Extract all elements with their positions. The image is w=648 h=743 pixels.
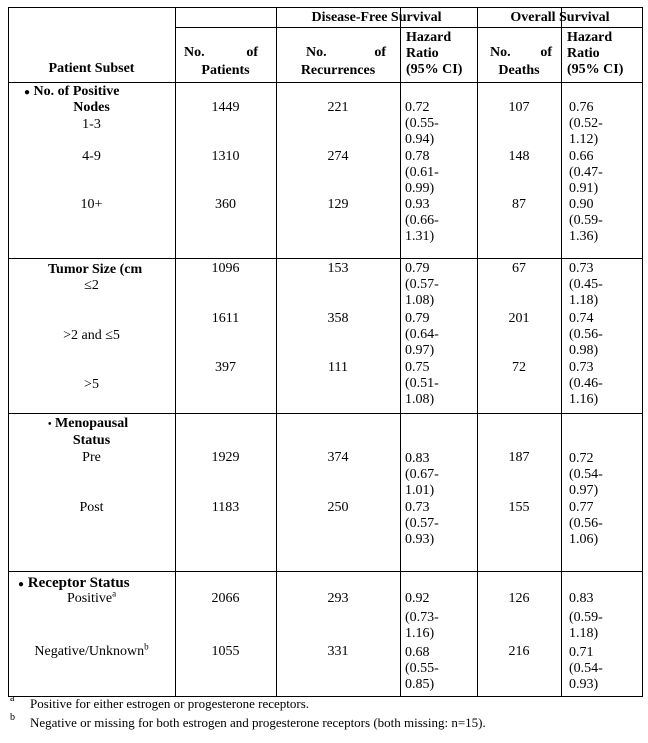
cell-patients: 397 [215,360,236,375]
row-label: ≤2 [84,278,99,293]
footnote-text: Positive for either estrogen or progesterone receptors. [30,696,310,711]
cell-deaths: 187 [508,450,530,465]
footnote-mark: b [10,712,15,723]
row-label: Pre [82,450,101,465]
group-title-receptor: ● Receptor Status [18,575,130,591]
cell-hr-os: 0.74 (0.56- 0.98) [569,311,603,358]
cell-recurrences: 111 [328,360,348,375]
survival-table [8,7,643,697]
cell-hr-dfs: 0.72 (0.55- 0.94) [405,100,439,147]
patient-subset-header: Patient Subset [48,61,135,76]
cell-hr-os: 0.71 (0.54- 0.93) [569,645,603,692]
cell-recurrences: 374 [327,450,349,465]
cell-patients: 1096 [211,261,240,276]
cell-deaths: 107 [508,100,530,115]
cell-hr-os: 0.73 (0.46- 1.16) [569,360,603,407]
no-deaths-header-2: Deaths [498,63,540,78]
row-label: 10+ [80,197,103,212]
cell-recurrences: 293 [327,591,349,606]
hr-os-header: Hazard Ratio (95% CI) [567,30,624,77]
no-patients-header-1: No. of [184,45,258,60]
no-recurrences-header-2: Recurrences [300,63,376,78]
cell-hr-dfs: 0.93 (0.66- 1.31) [405,197,439,244]
cell-hr-os: 0.83 (0.59- 1.18) [569,591,603,641]
os-group-header: Overall Survival [510,10,610,25]
group-title-nodes: ● No. of Positive [24,84,120,99]
row-label: Positive$^a$ [66,588,117,606]
group-title-nodes-2: Nodes [73,100,110,115]
cell-hr-dfs: 0.68 (0.55- 0.85) [405,645,439,692]
cell-deaths: 87 [512,197,526,212]
cell-hr-dfs: 0.78 (0.61- 0.99) [405,149,439,196]
cell-patients: 1449 [211,100,240,115]
cell-hr-os: 0.90 (0.59- 1.36) [569,197,603,244]
row-label: 1-3 [82,117,101,132]
hr-dfs-header: Hazard Ratio (95% CI) [406,30,463,77]
cell-deaths: 126 [508,591,530,606]
cell-patients: 1611 [211,311,240,326]
cell-hr-os: 0.73 (0.45- 1.18) [569,261,603,308]
cell-recurrences: 153 [327,261,349,276]
cell-hr-dfs: 0.92 (0.73- 1.16) [405,591,439,641]
cell-hr-os: 0.76 (0.52- 1.12) [569,100,603,147]
cell-deaths: 216 [508,644,530,659]
cell-hr-dfs: 0.83 (0.67- 1.01) [405,451,439,498]
group-title-menopausal: • Menopausal [48,416,129,431]
cell-hr-os: 0.77 (0.56- 1.06) [569,500,603,547]
cell-recurrences: 221 [327,100,349,115]
cell-recurrences: 129 [327,197,349,212]
cell-patients: 1310 [211,149,240,164]
footnote-mark: a [10,693,15,704]
cell-deaths: 67 [512,261,526,276]
cell-recurrences: 250 [327,500,349,515]
cell-deaths: 201 [508,311,530,326]
no-recurrences-header-1: No. of [306,45,386,60]
cell-hr-dfs: 0.79 (0.57- 1.08) [405,261,439,308]
cell-deaths: 155 [508,500,530,515]
group-title-tumor-size: Tumor Size (cm [48,262,143,277]
cell-hr-dfs: 0.73 (0.57- 0.93) [405,500,439,547]
cell-recurrences: 274 [327,149,349,164]
row-label: >5 [84,377,99,392]
row-label: Negative/Unknown$^b$ [34,641,149,659]
row-label: 4-9 [82,149,101,164]
cell-patients: 1183 [211,500,240,515]
cell-patients: 360 [215,197,236,212]
cell-patients: 1055 [211,644,240,659]
row-label: Post [79,500,104,515]
no-patients-header-2: Patients [201,63,250,78]
cell-deaths: 72 [512,360,526,375]
cell-recurrences: 358 [327,311,349,326]
cell-hr-os: 0.66 (0.47- 0.91) [569,149,603,196]
cell-hr-dfs: 0.79 (0.64- 0.97) [405,311,439,358]
cell-patients: 1929 [211,450,240,465]
row-label: >2 and ≤5 [63,328,120,343]
cell-deaths: 148 [508,149,530,164]
cell-patients: 2066 [211,591,240,606]
cell-hr-dfs: 0.75 (0.51- 1.08) [405,360,439,407]
cell-recurrences: 331 [327,644,349,659]
cell-hr-os: 0.72 (0.54- 0.97) [569,451,603,498]
footnote-text: Negative or missing for both estrogen and progesterone receptors (both missing: n=15). [30,715,486,730]
dfs-group-header: Disease-Free Survival [311,10,442,25]
group-title-menopausal-2: Status [72,433,111,448]
no-deaths-header-1: No. of [490,45,552,60]
